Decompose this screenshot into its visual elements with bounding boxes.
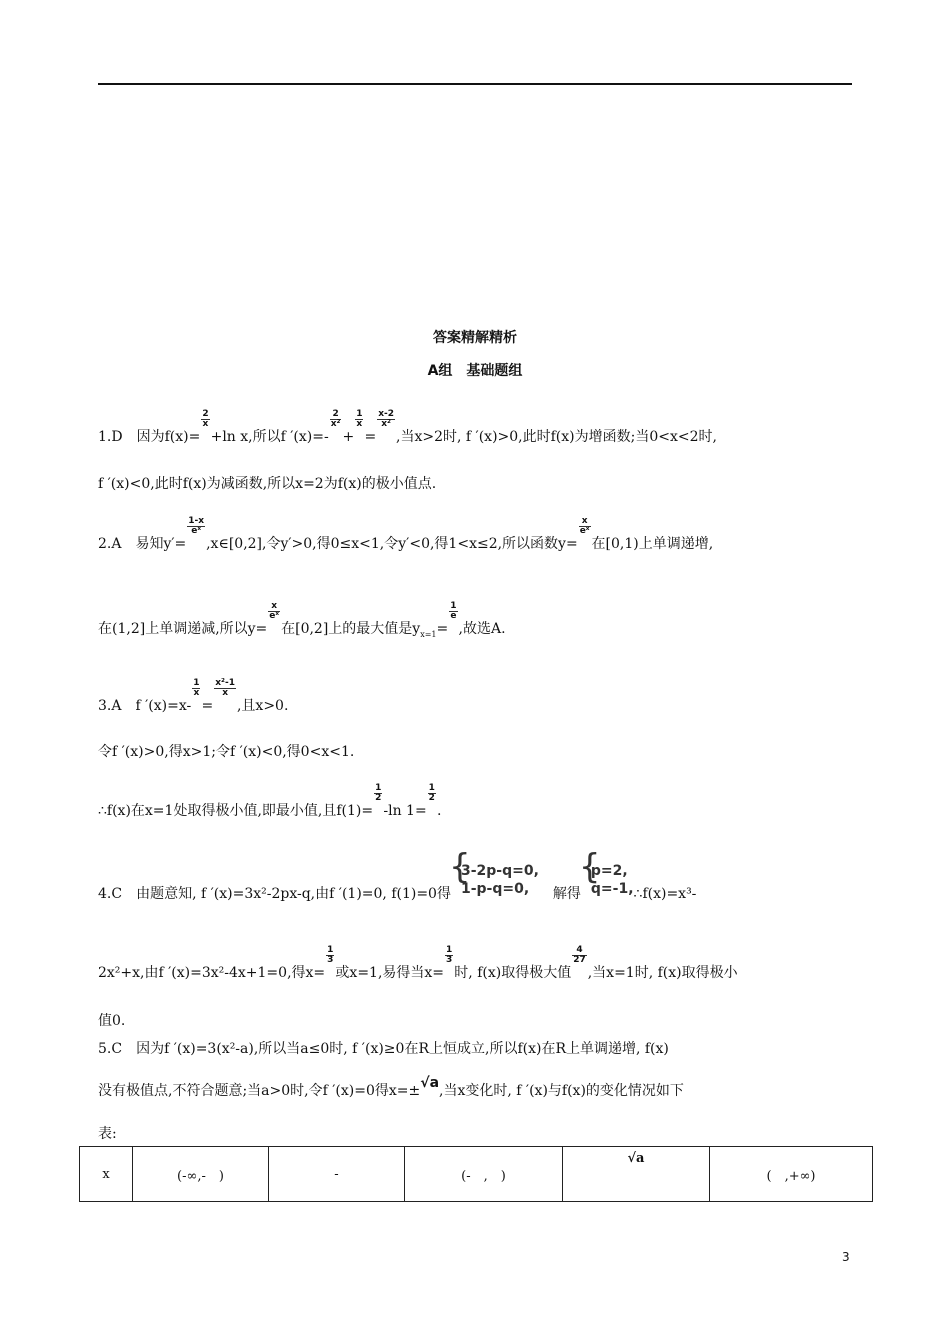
fraction: $\frac{1}{2}$ (428, 782, 435, 803)
fraction: $\frac{1}{e}$ (450, 600, 457, 621)
answer-4-line-1: 4.C 由题意知, f ′(x)=3x²-2px-q,由f ′(1)=0, f(1)=0得 { 3-2p-q=0, 1-p-q=0, 解得 { p=2, q=-1, ∴f(x)=x³- (98, 876, 696, 912)
table-cell: (- , ) (405, 1147, 563, 1202)
fraction: $\frac{x}{\text{eˣ}}$ (269, 600, 280, 621)
fraction: $\frac{2}{x}$ (202, 408, 209, 429)
table-cell: √a (563, 1147, 710, 1202)
answer-3-line-3: ∴f(x)在x=1处取得极小值,即最小值,且f(1)= $\frac{1}{2}$ -ln 1= $\frac{1}{2}$ . (98, 782, 442, 819)
answer-2-line-2: 在(1,2]上单调递减,所以y= $\frac{x}{\text{eˣ}}$ 在[0,2]上的最大值是$y_{x=1}=$ $\frac{1}{e}$ ,故选A. (98, 600, 506, 639)
table-cell: (-∞,- ) (133, 1147, 269, 1202)
answer-3-line-1: 3.A f ′(x)=x- $\frac{1}{x}$ = $\frac{\text{x²-1}}{x}$ ,且x>0. (98, 677, 289, 714)
answer-1-line-2: f ′(x)<0,此时f(x)为减函数,所以x=2为f(x)的极小值点. (98, 476, 437, 492)
fraction: $\frac{1}{3}$ (446, 944, 453, 965)
fraction: $\frac{x-2}{\text{x²}}$ (378, 408, 395, 429)
table-row (80, 1147, 873, 1202)
sqrt-a: √a (420, 1075, 440, 1091)
page-number: 3 (842, 1250, 850, 1264)
fraction: $\frac{1}{x}$ (193, 677, 200, 698)
fraction: $\frac{x}{\text{eˣ}}$ (579, 515, 590, 536)
fraction: $\frac{1-x}{\text{eˣ}}$ (188, 515, 205, 536)
answer-4-line-2: 2x²+x,由f ′(x)=3x²-4x+1=0,得x= $\frac{1}{3}$ 或x=1,易得当x= $\frac{1}{3}$ 时, f(x)取得极大值 $\frac{4}{27}$ ,当x=1时, f(x)取得极小 (98, 944, 738, 981)
fraction: $\frac{1}{2}$ (375, 782, 382, 803)
fraction: $\frac{1}{3}$ (327, 944, 334, 965)
page-title: 答案精解精析 (433, 330, 517, 346)
equation-system: { p=2, q=-1, (581, 862, 634, 898)
answer-4-line-3: 值0. (98, 1013, 126, 1029)
answer-1-line-1: 1.D 因为f(x)= $\frac{2}{x}$ +ln x,所以f ′(x)=- $\frac{2}{\text{x²}}$ + $\frac{1}{x}$ = $\frac{x-2}{\text{x²}}$ ,当x>2时, f ′(x)>0,此时f(x)为增函数;当0<x<2时, (98, 408, 717, 445)
fraction: $\frac{4}{27}$ (573, 944, 586, 965)
answer-5-line-3: 表: (98, 1126, 117, 1142)
table-cell: x (80, 1147, 133, 1202)
equation-system: { 3-2p-q=0, 1-p-q=0, (451, 862, 539, 898)
variation-table (79, 1146, 873, 1202)
fraction: $\frac{2}{\text{x²}}$ (330, 408, 341, 429)
header-rule (98, 83, 852, 85)
fraction: $\frac{\text{x²-1}}{x}$ (215, 677, 235, 698)
fraction: $\frac{1}{x}$ (356, 408, 363, 429)
table-cell: - (269, 1147, 405, 1202)
table-cell: ( ,+∞) (710, 1147, 873, 1202)
answer-5-line-1: 5.C 因为f ′(x)=3(x²-a),所以当a≤0时, f ′(x)≥0在R上恒成立,所以f(x)在R上单调递增, f(x) (98, 1041, 669, 1057)
section-title: A组 基础题组 (427, 363, 523, 379)
answer-5-line-2: 没有极值点,不符合题意;当a>0时,令f ′(x)=0得x=±√a,当x变化时, f ′(x)与f(x)的变化情况如下 (98, 1075, 684, 1099)
answer-2-line-1: 2.A 易知y′= $\frac{1-x}{\text{eˣ}}$ ,x∈[0,2],令y′>0,得0≤x<1,令y′<0,得1<x≤2,所以函数y= $\frac{x}{\text{eˣ}}$ 在[0,1)上单调递增, (98, 515, 714, 552)
answer-3-line-2: 令f ′(x)>0,得x>1;令f ′(x)<0,得0<x<1. (98, 744, 355, 760)
